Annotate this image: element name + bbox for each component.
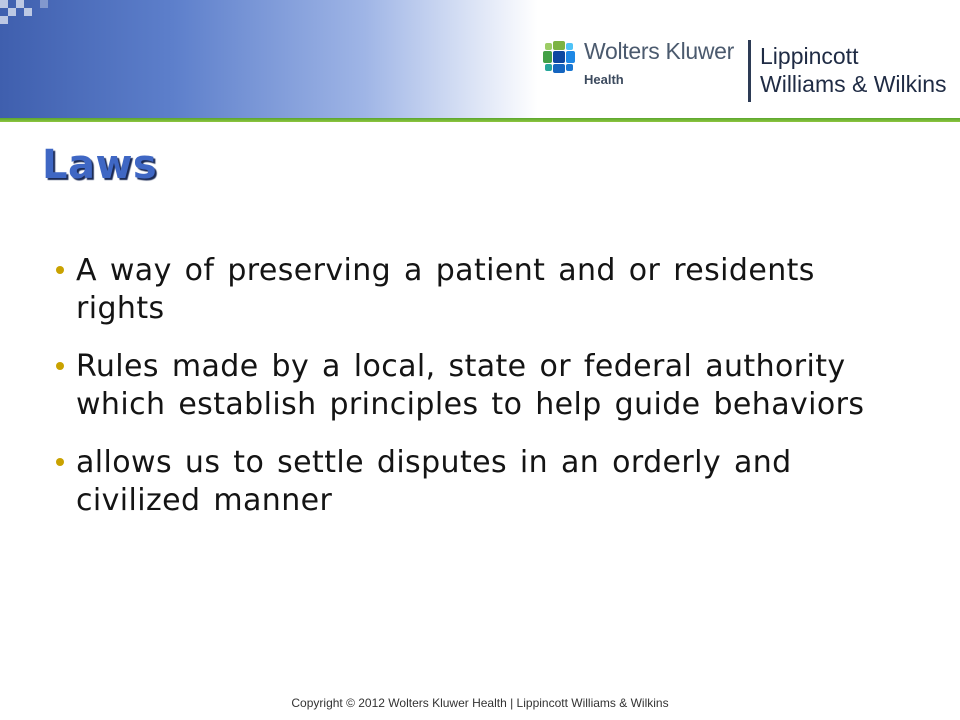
brand-division: Health bbox=[584, 72, 624, 87]
copyright-footer: Copyright © 2012 Wolters Kluwer Health | Lippincott Williams & Wilkins bbox=[291, 696, 669, 710]
bullet-item bbox=[56, 348, 916, 424]
slide-title: Laws bbox=[42, 142, 158, 188]
publisher-logo bbox=[542, 38, 958, 108]
header-green-rule bbox=[0, 118, 960, 122]
bullet-text: A way of preserving a patient and or residents rights bbox=[76, 253, 815, 326]
wolters-kluwer-logo-icon bbox=[542, 40, 576, 74]
decorative-squares bbox=[0, 0, 60, 24]
bullet-list bbox=[56, 252, 916, 540]
bullet-text: allows us to settle disputes in an orderly and civilized manner bbox=[76, 445, 792, 518]
bullet-icon bbox=[56, 458, 64, 466]
bullet-item bbox=[56, 252, 916, 328]
imprint-line-2: Williams & Wilkins bbox=[760, 71, 947, 97]
bullet-icon bbox=[56, 266, 64, 274]
imprint-line-1: Lippincott bbox=[760, 43, 859, 69]
bullet-icon bbox=[56, 362, 64, 370]
header-band bbox=[0, 0, 960, 118]
brand-name: Wolters Kluwer bbox=[584, 38, 735, 64]
imprint-name bbox=[760, 42, 947, 98]
bullet-text: Rules made by a local, state or federal authority which establish principles to help guide behaviors bbox=[76, 349, 865, 422]
logo-divider bbox=[748, 40, 751, 102]
bullet-item bbox=[56, 444, 916, 520]
